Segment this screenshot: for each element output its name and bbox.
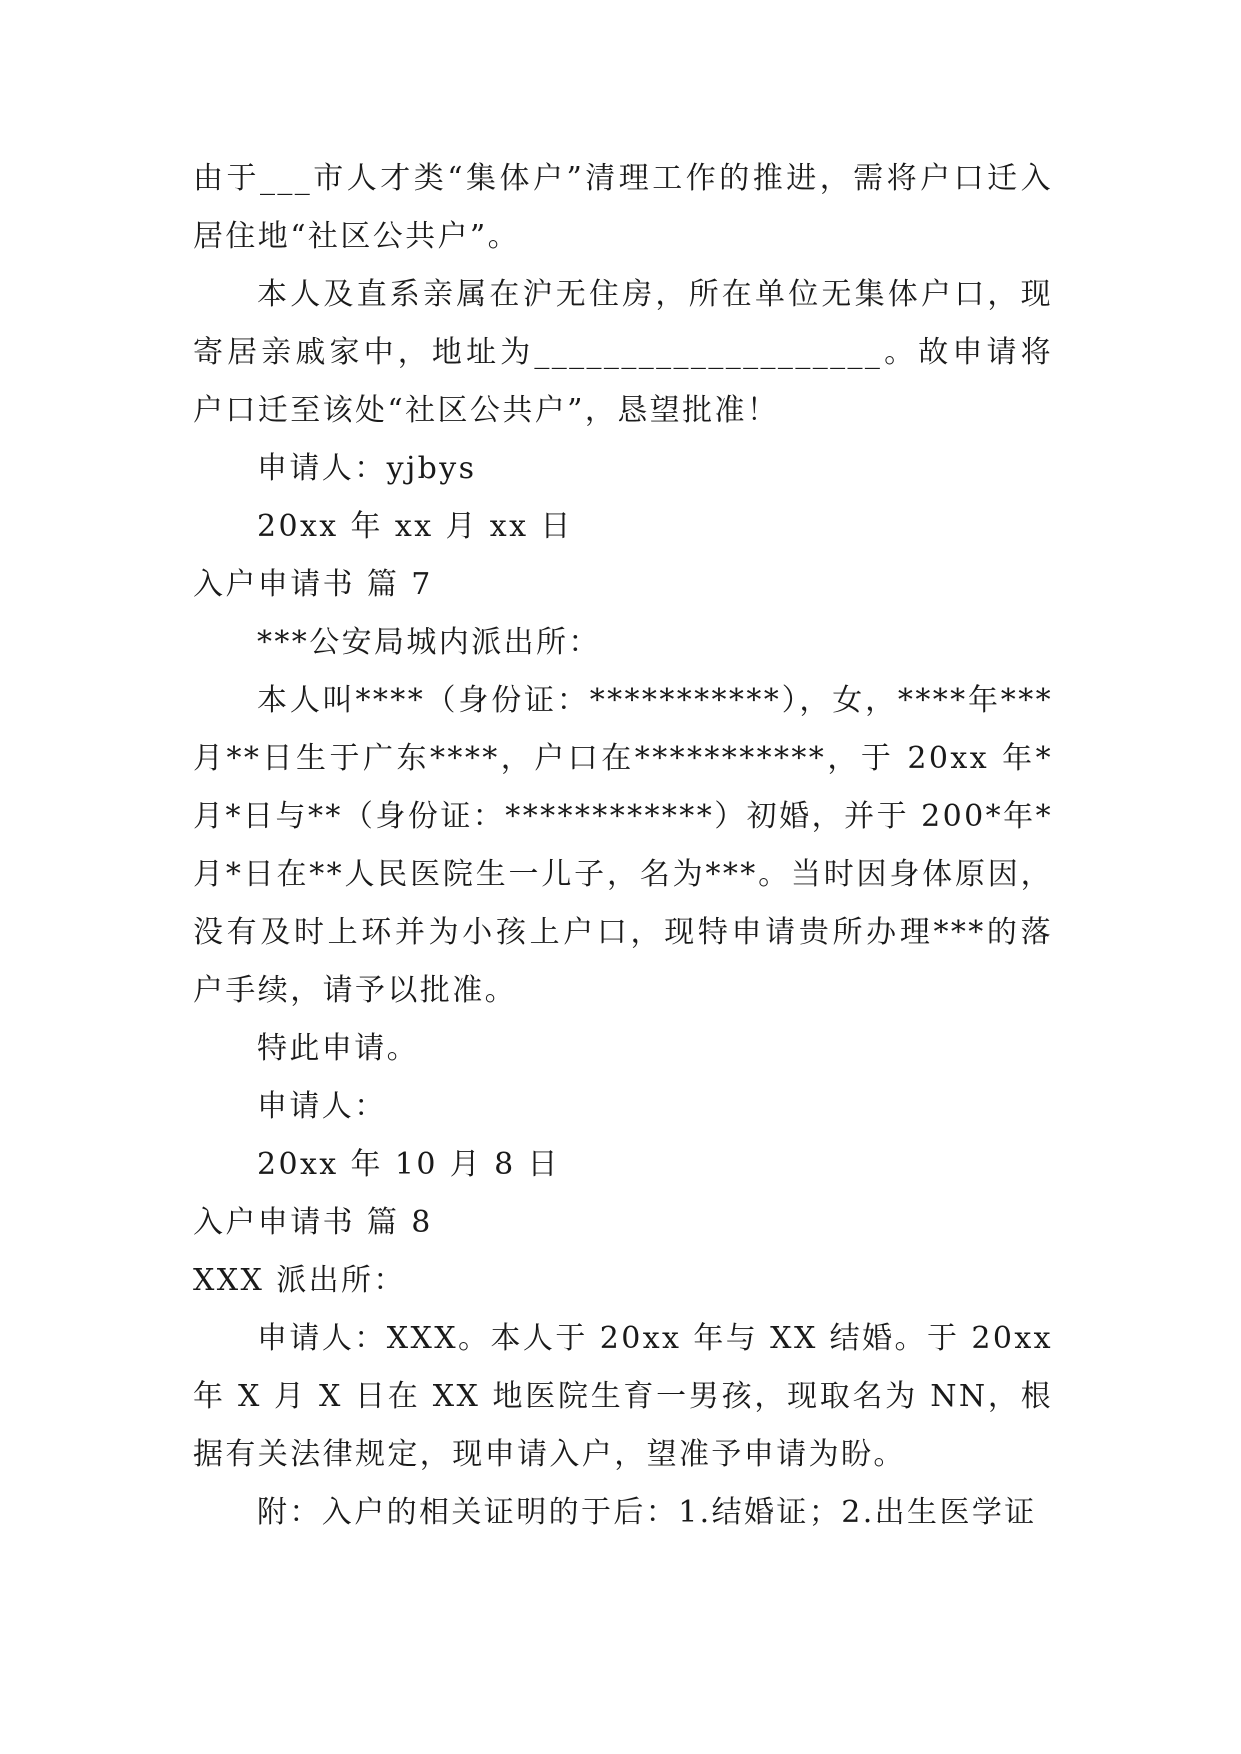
date-line: 20xx 年 xx 月 xx 日 (257, 509, 573, 544)
addressee-line: XXX 派出所： (193, 1263, 406, 1298)
document-body (193, 150, 1053, 1542)
paragraph-newborn-request: 申请人：XXX。本人于 20xx 年与 XX 结婚。于 20xx 年 X 月 X 日在 XX 地医院生育一男孩，现取名为 NN，根据有关法律规定，现申请入户，望准予申请为盼。 (193, 1321, 1053, 1472)
section-heading-7: 入户申请书 篇 7 (193, 567, 433, 602)
closing-line: 特此申请。 (257, 1031, 419, 1066)
paragraph-attachments: 附：入户的相关证明的于后：1.结婚证；2.出生医学证 (257, 1495, 1037, 1530)
addressee-line: ***公安局城内派出所： (257, 625, 601, 660)
date-line: 20xx 年 10 月 8 日 (257, 1147, 560, 1182)
paragraph-collective-household: 由于___市人才类“集体户”清理工作的推进，需将户口迁入居住地“社区公共户”。 (193, 161, 1053, 254)
applicant-line: 申请人： (257, 1089, 387, 1124)
paragraph-birth-registration: 本人叫****（身份证：***********），女，****年***月**日生于广东****，户口在***********，于 20xx 年*月*日与**（身份证：************）初婚，并于 200*年*月*日在**人民医院生一儿子，名为***。当时因身体原因，没有及时上环并为小孩上户口，现特申请贵所办理***的落户手续，请予以批准。 (193, 683, 1053, 1008)
paragraph-residence-request: 本人及直系亲属在沪无住房，所在单位无集体户口，现寄居亲戚家中，地址为____________________。故申请将户口迁至该处“社区公共户”，恳望批准！ (193, 277, 1053, 428)
section-heading-8: 入户申请书 篇 8 (193, 1205, 433, 1240)
applicant-line: 申请人：yjbys (257, 451, 477, 486)
